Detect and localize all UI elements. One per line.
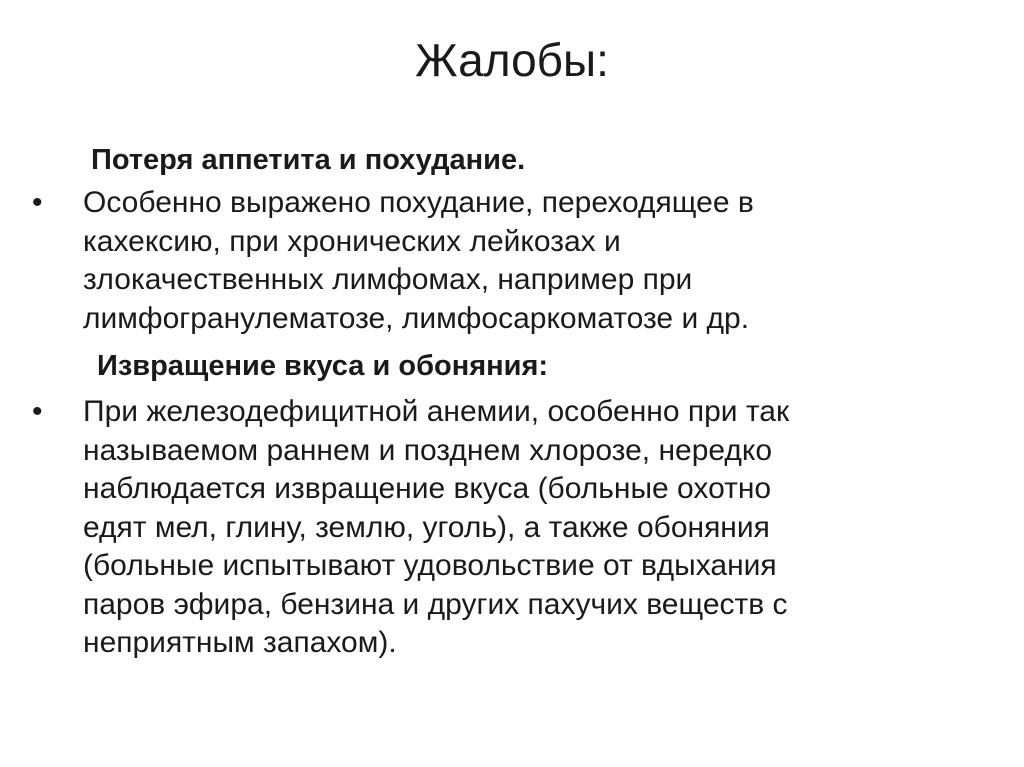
bullet-icon: • [32,395,43,428]
text-line: лимфогранулематозе, лимфосаркоматозе и др. [83,301,750,335]
slide-title: Жалобы: [415,34,609,86]
section-heading-taste-smell: Извращение вкуса и обоняния: [97,350,549,382]
text-line: едят мел, глину, землю, уголь), а также обоняния [83,510,770,544]
text-line: Особенно выражено похудание, переходящее в [83,186,754,219]
text-line: кахексию, при хронических лейкозах и [83,224,621,258]
text-line: злокачественных лимфомах, например при [83,263,693,296]
section-heading-appetite: Потеря аппетита и похудание. [91,144,526,176]
bullet-item-weight-loss [32,184,992,338]
bullet-text [83,393,992,663]
bullet-item-anemia [32,393,992,663]
bullet-icon: • [32,186,43,219]
text-line: При железодефицитной анемии, особенно при так [83,395,790,428]
bullet-text [83,184,992,338]
text-line: называемом раннем и позднем хлорозе, нередко [83,433,773,467]
text-line: наблюдается извращение вкуса (больные охотно [83,472,772,505]
text-line: (больные испытывают удовольствие от вдыхания [83,549,777,582]
text-line: неприятным запахом). [83,626,397,659]
text-line: паров эфира, бензина и других пахучих веществ с [83,587,788,621]
